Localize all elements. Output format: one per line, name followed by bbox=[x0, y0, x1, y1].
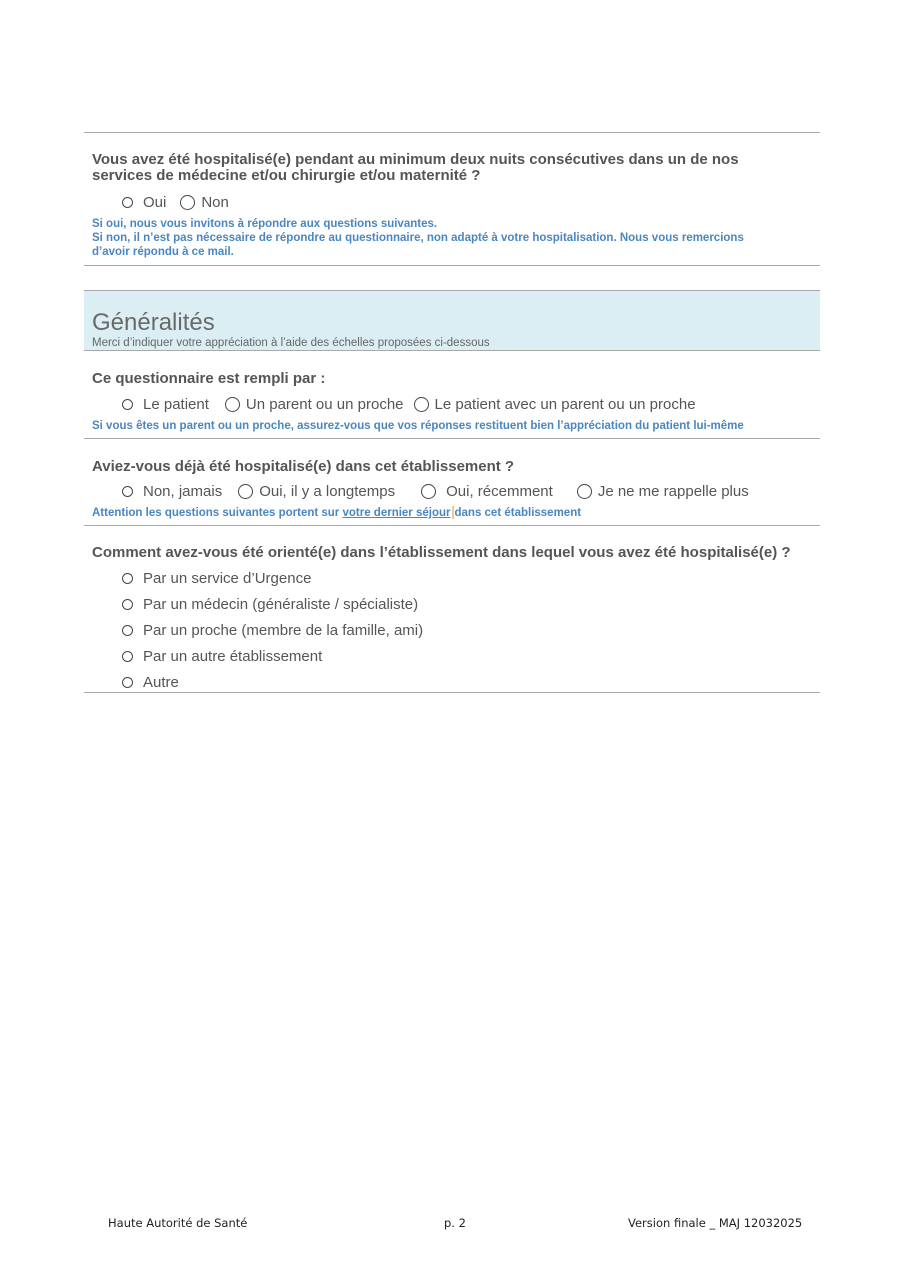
q2-note: Si vous êtes un parent ou un proche, assurez-vous que vos réponses restituent bien l’appréciation du patient lui-même bbox=[92, 420, 744, 432]
q3-option-rappelle[interactable]: Je ne me rappelle plus bbox=[597, 483, 749, 500]
q4-radio-autre[interactable] bbox=[122, 677, 133, 688]
q4-question: Comment avez-vous été orienté(e) dans l’établissement dans lequel vous avez été hospitalisé(e) ? bbox=[92, 544, 791, 561]
q4-radio-urgence[interactable] bbox=[122, 573, 133, 584]
q4-option-autre[interactable]: Autre bbox=[143, 674, 179, 691]
q1-question-line2: services de médecine et/ou chirurgie et/ou maternité ? bbox=[92, 167, 481, 184]
q3-radio-jamais[interactable] bbox=[122, 486, 133, 497]
footer-page-number: p. 2 bbox=[444, 1216, 466, 1230]
q1-note-line2: Si non, il n’est pas nécessaire de répondre au questionnaire, non adapté à votre hospitalisation. Nous vous remercions bbox=[92, 232, 744, 244]
q2-option-patient-parent[interactable]: Le patient avec un parent ou un proche bbox=[434, 396, 696, 413]
q2-radio-parent[interactable] bbox=[225, 397, 240, 412]
q4-option-row-5 bbox=[122, 674, 179, 691]
q4-radio-etablissement[interactable] bbox=[122, 651, 133, 662]
footer-left: Haute Autorité de Santé bbox=[108, 1216, 248, 1230]
q3-divider bbox=[84, 525, 820, 526]
q1-note bbox=[92, 217, 812, 259]
q2-radio-patient[interactable] bbox=[122, 399, 133, 410]
q3-option-recemment[interactable]: Oui, récemment bbox=[446, 483, 553, 500]
q4-option-row-4 bbox=[122, 648, 322, 665]
q2-option-parent[interactable]: Un parent ou un proche bbox=[245, 396, 404, 413]
q2-options bbox=[122, 396, 696, 413]
q4-option-row-2 bbox=[122, 596, 418, 613]
q1-question-line1: Vous avez été hospitalisé(e) pendant au minimum deux nuits consécutives dans un de nos bbox=[92, 151, 739, 168]
q3-radio-recemment[interactable] bbox=[421, 484, 436, 499]
text-cursor bbox=[452, 506, 454, 519]
footer-version: Version finale _ MAJ 12032025 bbox=[628, 1216, 803, 1230]
q1-options bbox=[122, 194, 229, 211]
q3-radio-rappelle[interactable] bbox=[577, 484, 592, 499]
q1-note-line3: d’avoir répondu à ce mail. bbox=[92, 246, 234, 258]
q3-note-suffix: dans cet établissement bbox=[454, 507, 582, 519]
q3-note-prefix: Attention les questions suivantes portent sur bbox=[92, 507, 343, 519]
q4-option-urgence[interactable]: Par un service d’Urgence bbox=[143, 570, 312, 587]
q4-option-proche[interactable]: Par un proche (membre de la famille, ami) bbox=[143, 622, 424, 639]
q1-radio-non[interactable] bbox=[180, 195, 195, 210]
q1-option-non[interactable]: Non bbox=[201, 194, 229, 211]
q4-option-row-1 bbox=[122, 570, 311, 587]
q4-radio-medecin[interactable] bbox=[122, 599, 133, 610]
q3-option-longtemps[interactable]: Oui, il y a longtemps bbox=[259, 483, 396, 500]
q4-radio-proche[interactable] bbox=[122, 625, 133, 636]
q3-note bbox=[92, 506, 812, 520]
q1-option-oui[interactable]: Oui bbox=[143, 194, 167, 211]
q2-radio-patient-parent[interactable] bbox=[414, 397, 429, 412]
q2-divider bbox=[84, 438, 820, 439]
q3-option-jamais[interactable]: Non, jamais bbox=[143, 483, 223, 500]
q3-note-underlined: votre dernier séjour bbox=[342, 507, 451, 519]
q4-option-medecin[interactable]: Par un médecin (généraliste / spécialiste) bbox=[143, 596, 419, 613]
section-title: Généralités bbox=[92, 309, 215, 336]
q1-note-line1: Si oui, nous vous invitons à répondre aux questions suivantes. bbox=[92, 218, 438, 230]
q4-divider bbox=[84, 692, 820, 693]
q2-question: Ce questionnaire est rempli par : bbox=[92, 370, 326, 387]
q3-options bbox=[122, 483, 749, 500]
section-subtitle: Merci d’indiquer votre appréciation à l’aide des échelles proposées ci-dessous bbox=[92, 337, 490, 349]
q3-radio-longtemps[interactable] bbox=[238, 484, 253, 499]
top-divider bbox=[84, 132, 820, 133]
q1-question bbox=[92, 152, 739, 184]
q4-option-etablissement[interactable]: Par un autre établissement bbox=[143, 648, 323, 665]
q1-radio-oui[interactable] bbox=[122, 197, 133, 208]
q2-option-patient[interactable]: Le patient bbox=[143, 396, 209, 413]
q3-question: Aviez-vous déjà été hospitalisé(e) dans cet établissement ? bbox=[92, 458, 515, 475]
q4-option-row-3 bbox=[122, 622, 423, 639]
q1-divider bbox=[84, 265, 820, 266]
section-banner bbox=[84, 290, 820, 351]
